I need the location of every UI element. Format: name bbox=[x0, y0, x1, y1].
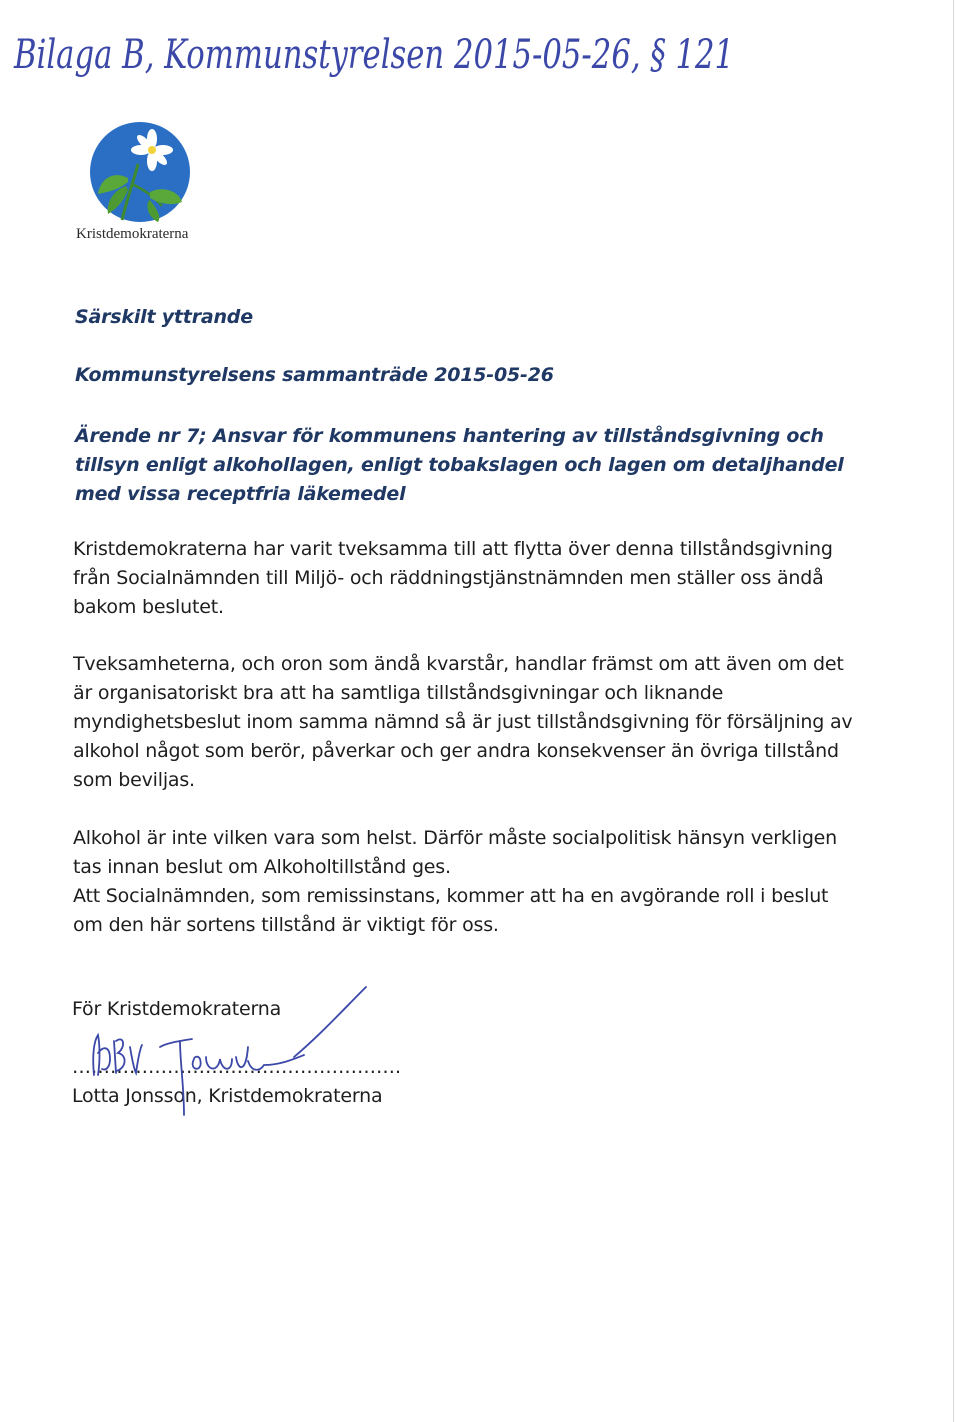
handwritten-annotation bbox=[10, 18, 750, 88]
anemone-flower-logo-icon bbox=[88, 120, 192, 224]
scan-edge-line bbox=[953, 0, 954, 1422]
paragraph-4: Att Socialnämnden, som remissinstans, kommer att ha en avgörande roll i beslut om den här sortens tillstånd är viktigt för oss. bbox=[73, 885, 829, 936]
svg-text:Bilaga B, Kommunstyrelsen 2015: Bilaga B, Kommunstyrelsen 2015-05-26, § 121 bbox=[13, 32, 734, 78]
handwritten-signature bbox=[80, 975, 390, 1125]
matter-title: Ärende nr 7; Ansvar för kommunens hantering av tillståndsgivning och tillsyn enligt alkohollagen, enligt tobakslagen och lagen om detaljhandel med vissa receptfria läkemedel bbox=[75, 425, 844, 505]
meeting-title: Kommunstyrelsens sammanträde 2015-05-26 bbox=[75, 364, 554, 386]
statement-title: Särskilt yttrande bbox=[75, 306, 253, 328]
paragraph-3: Alkohol är inte vilken vara som helst. Därför måste socialpolitisk hänsyn verkligen tas innan beslut om Alkoholtillstånd ges. bbox=[73, 827, 838, 878]
paragraph-2: Tveksamheterna, och oron som ändå kvarstår, handlar främst om att även om det är organisatoriskt bra att ha samtliga tillståndsgivningar och liknande myndighetsbeslut inom samma nämnd så är just tillståndsgivning för försäljning av alkohol något som berör, påverkar och ger andra konsekvenser än övriga tillstånd som beviljas. bbox=[73, 653, 853, 791]
paragraph-1: Kristdemokraterna har varit tveksamma till att flytta över denna tillståndsgivning från Socialnämnden till Miljö- och räddningstjänstnämnden men ställer oss ändå bakom beslutet. bbox=[73, 538, 833, 618]
signatory-name: Lotta Jonsson, Kristdemokraterna bbox=[72, 1085, 383, 1107]
logo-name: Kristdemokraterna bbox=[76, 226, 189, 242]
signature-dotted-line: ……………………………………………. bbox=[72, 1056, 402, 1078]
signature-for-line: För Kristdemokraterna bbox=[72, 998, 282, 1020]
